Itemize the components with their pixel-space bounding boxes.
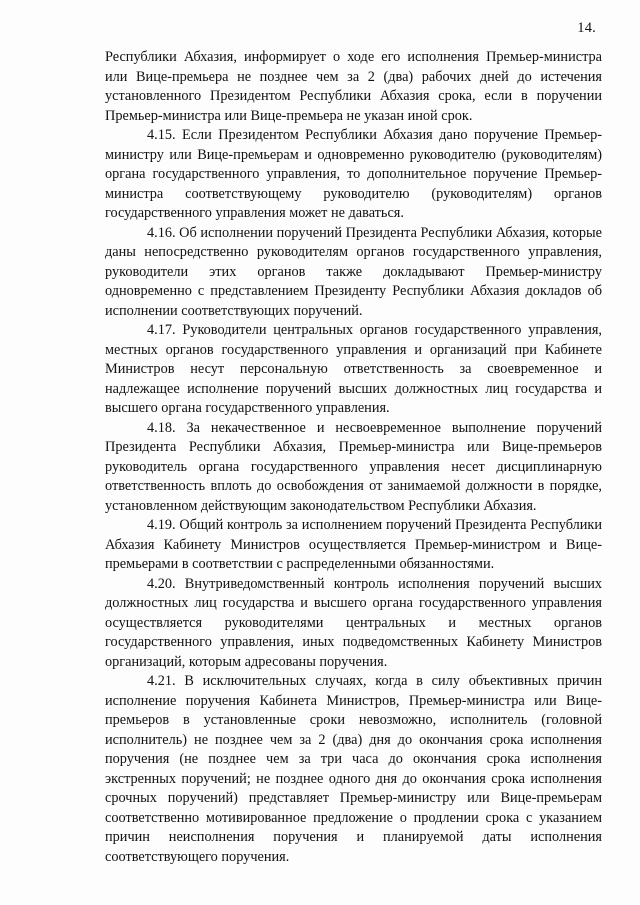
paragraph-4-20: 4.20. Внутриведомственный контроль исполнения поручений высших должностных лиц государства и высшего органа государственного управления осуществляется руководителями центральных и местных органов государственного управления, иных подведомственных Кабинету Министров организаций, которым адресованы поручения. [105,575,602,670]
paragraph-4-15: 4.15. Если Президентом Республики Абхазия дано поручение Премьер-министру или Вице-премьерам и одновременно руководителю (руководителям) органа государственного управления, то дополнительное поручение Премьер-министра соответствующему руководителю (руководителям) органов государственного управления может не даваться. [105,127,602,221]
paragraph-4-19: 4.19. Общий контроль за исполнением поручений Президента Республики Абхазия Кабинету Министров осуществляется Премьер-министром и Вице-премьерами в соответствии с распределенными обязанностями. [105,517,602,572]
paragraph-4-18: 4.18. За некачественное и несвоевременное выполнение поручений Президента Республики Абхазия, Премьер-министра или Вице-премьеров руководитель органа государственного управления несет дисциплинарную ответственность вплоть до освобождения от занимаемой должности в порядке, установленном действующим законодательством Республики Абхазия. [105,419,602,514]
document-body [105,48,602,867]
paragraph-4-21: 4.21. В исключительных случаях, когда в силу объективных причин исполнение поручения Кабинета Министров, Премьер-министра или Вице-премьеров в установленные сроки невозможно, исполнитель (головной исполнитель) не позднее чем за 2 (два) дня до окончания срока исполнения поручения (не позднее чем за три часа до окончания срока исполнения экстренных поручений; не позднее одного дня до окончания срока исполнения срочных поручений) представляет Премьер-министру или Вице-премьерам соответственно мотивированное предложение о продлении срока с указанием причин неисполнения поручения и планируемой даты исполнения соответствующего поручения. [105,673,602,865]
paragraph-continuation: Республики Абхазия, информирует о ходе его исполнения Премьер-министра или Вице-премьера не позднее чем за 2 (два) рабочих дней до истечения установленного Президентом Республики Абхазия срока, если в поручении Премьер-министра или Вице-премьера не указан иной срок. [105,49,602,124]
paragraph-4-16: 4.16. Об исполнении поручений Президента Республики Абхазия, которые даны непосредственно руководителям органов государственного управления, руководители этих органов также докладывают Премьер-министру одновременно с представлением Президенту Республики Абхазия докладов об исполнении соответствующих поручений. [105,224,602,319]
paragraph-4-17: 4.17. Руководители центральных органов государственного управления, местных органов государственного управления и организаций при Кабинете Министров несут персональную ответственность за своевременное и надлежащее исполнение поручений высших должностных лиц государства и высшего органа государственного управления. [105,322,602,416]
page-number: 14. [577,20,596,36]
